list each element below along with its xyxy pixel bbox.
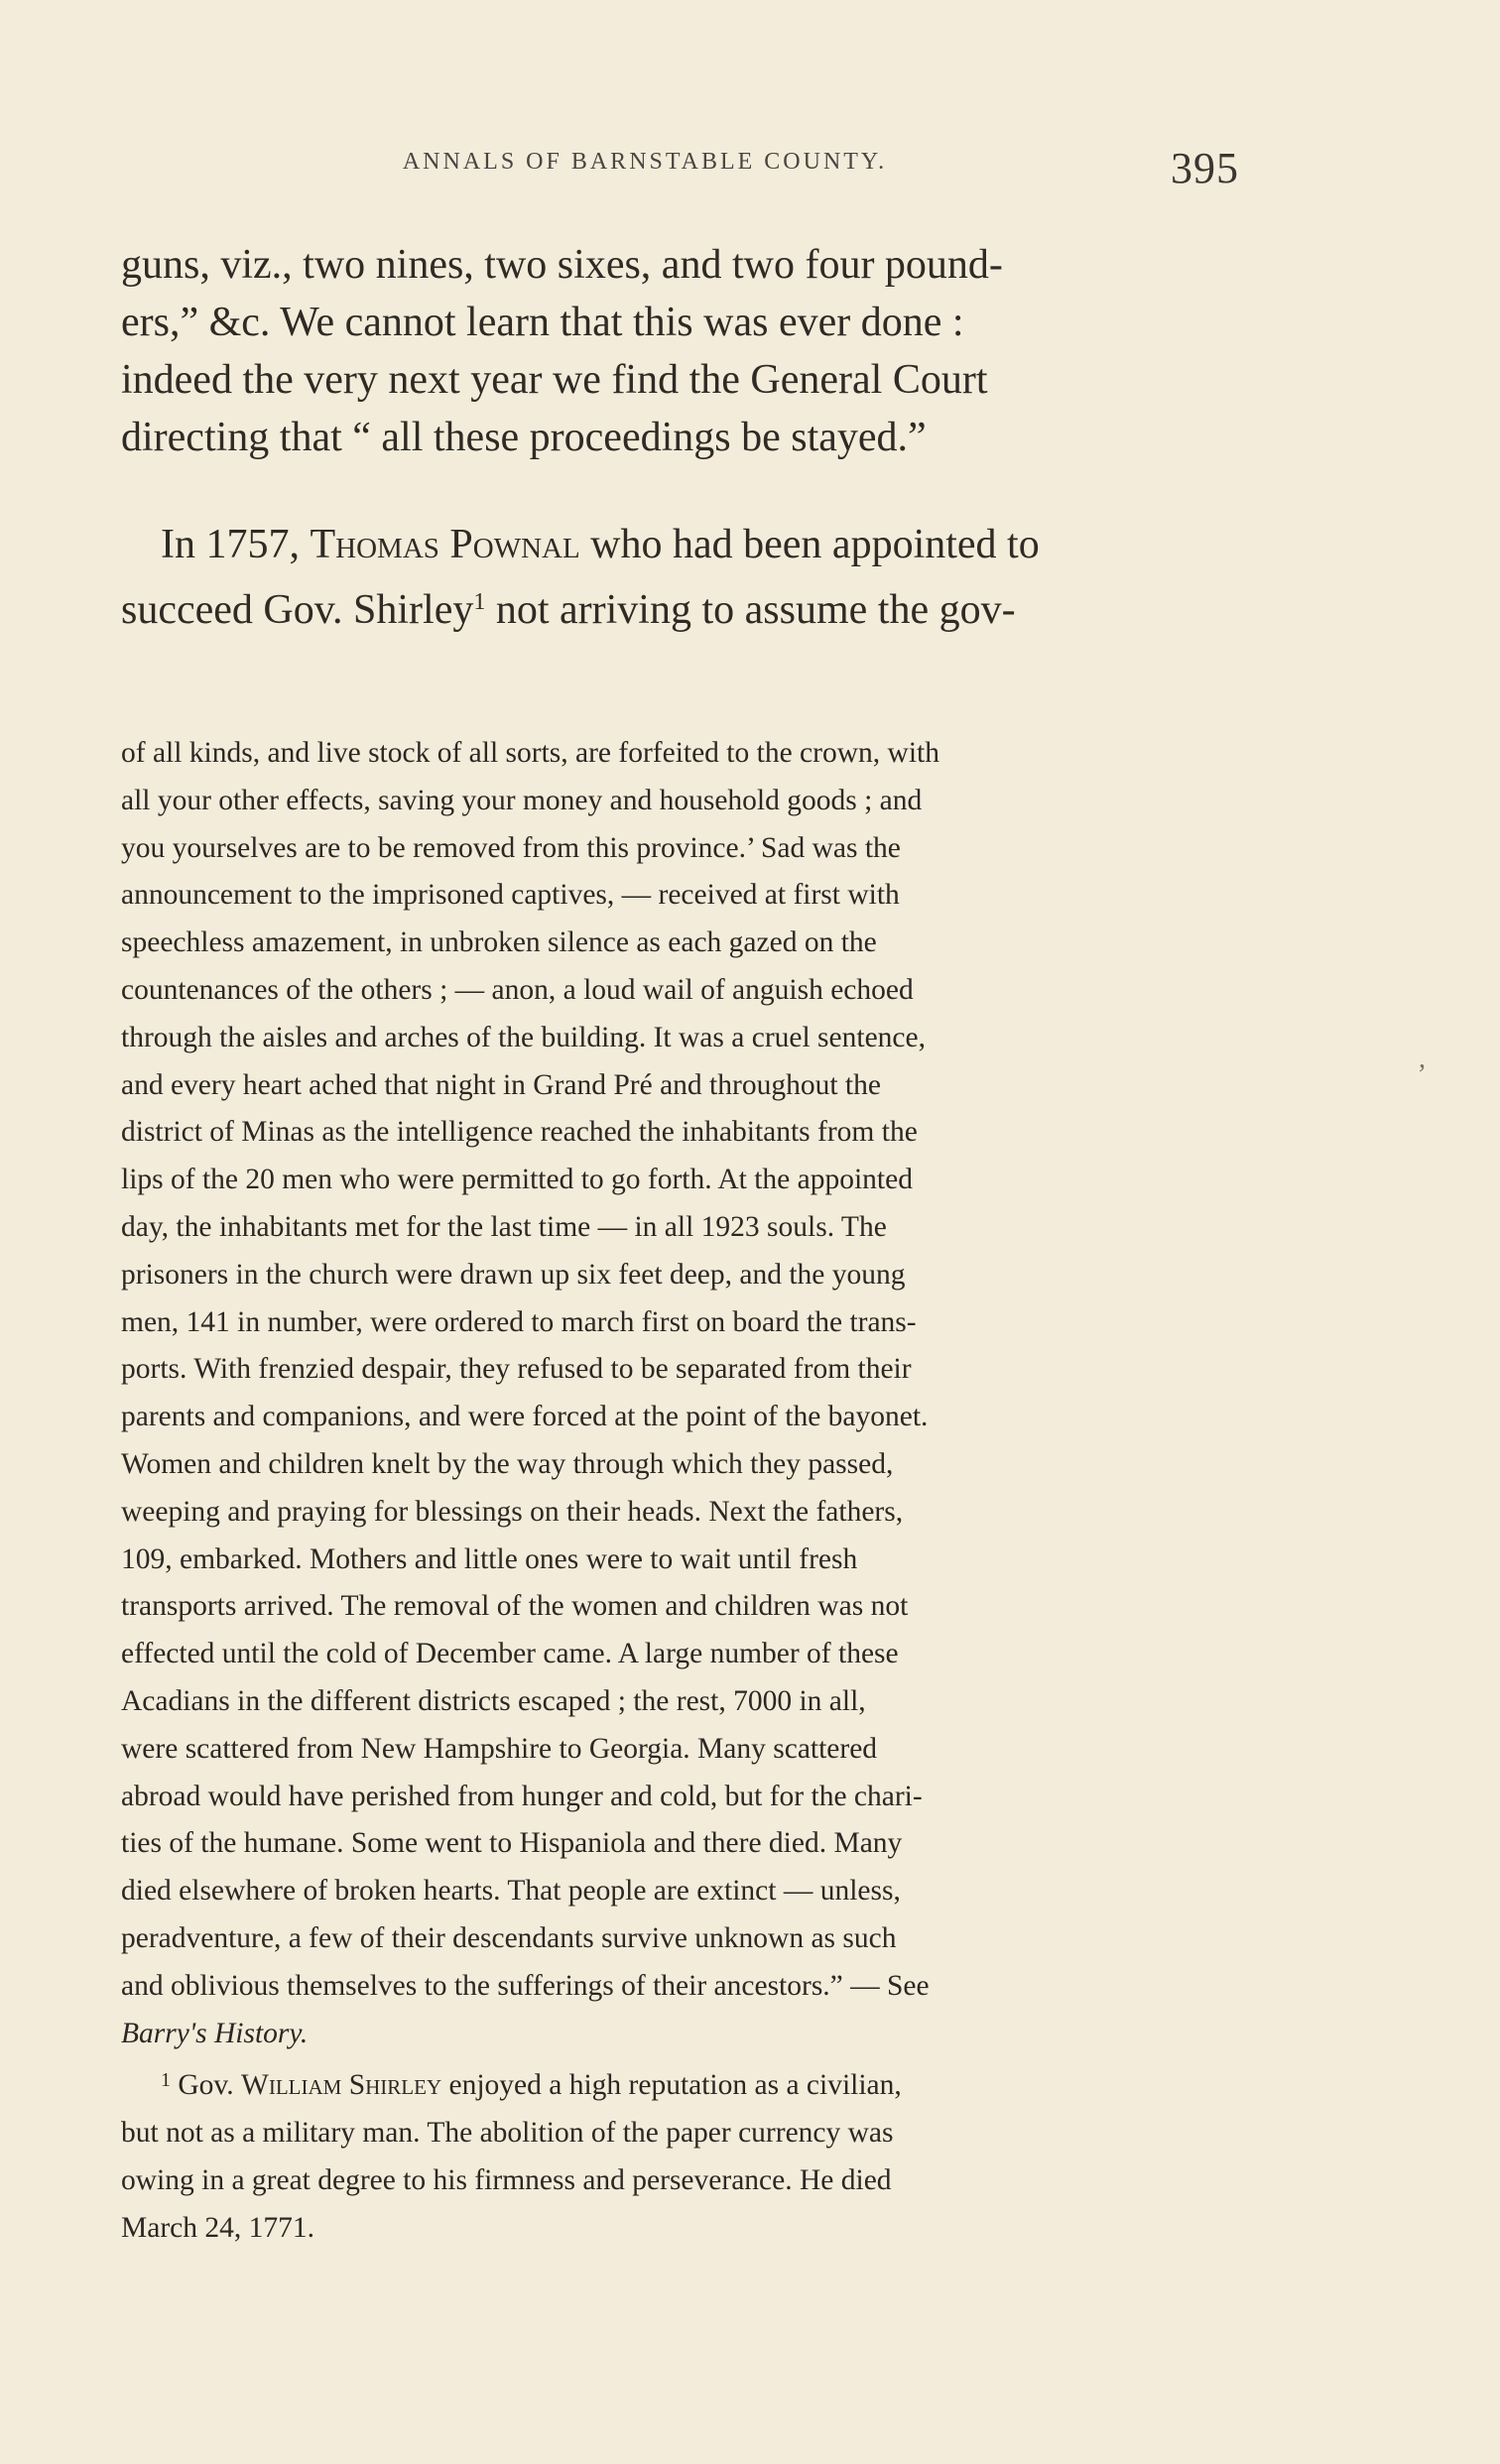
note-line: district of Minas as the intelligence reached the inhabitants from the [121, 1116, 918, 1149]
note-line: were scattered from New Hampshire to Georgia. Many scattered [121, 1732, 878, 1765]
page-number: 395 [1171, 144, 1239, 192]
person-name: Thomas Pownal [310, 522, 580, 567]
note-line: abroad would have perished from hunger and cold, but for the chari- [121, 1780, 923, 1812]
note-line: transports arrived. The removal of the women and children was not [121, 1590, 909, 1623]
note-line: Women and children knelt by the way through which they passed, [121, 1447, 894, 1480]
body-text-run: In 1757, [161, 522, 311, 567]
body-line: directing that “ all these proceedings be stayed.” [121, 415, 927, 460]
note-line: Acadians in the different districts escaped ; the rest, 7000 in all, [121, 1684, 866, 1717]
note-line: parents and companions, and were forced at the point of the bayonet. [121, 1401, 929, 1433]
source-citation [121, 2011, 1262, 2058]
body-line [121, 573, 1252, 639]
note-line: owing in a great degree to his firmness and perseverance. He died [121, 2163, 892, 2196]
note-line: ports. With frenzied despair, they refused to be separated from their [121, 1353, 912, 1386]
note-line: you yourselves are to be removed from this province.’ Sad was the [121, 831, 901, 864]
body-line [121, 516, 1252, 573]
note-line: and every heart ached that night in Grand Pré and throughout the [121, 1068, 881, 1101]
main-text [121, 236, 1252, 639]
note-line: died elsewhere of broken hearts. That people are extinct — unless, [121, 1875, 901, 1908]
note-line: weeping and praying for blessings on their heads. Next the fathers, [121, 1495, 904, 1528]
note-line: and oblivious themselves to the sufferings of their ancestors.” — See [121, 1969, 930, 2002]
note-line: lips of the 20 men who were permitted to go forth. At the appointed [121, 1164, 913, 1196]
note-line: men, 141 in number, were ordered to march first on board the trans- [121, 1305, 917, 1338]
note-line: prisoners in the church were drawn up six feet deep, and the young [121, 1258, 906, 1291]
note-line: ties of the humane. Some went to Hispaniola and there died. Many [121, 1827, 903, 1860]
body-line: ers,” &c. We cannot learn that this was ever done : [121, 300, 964, 345]
note-line: all your other effects, saving your money and household goods ; and [121, 784, 923, 816]
note-line: but not as a military man. The abolition of the paper currency was [121, 2117, 894, 2150]
note-line: countenances of the others ; — anon, a loud wail of anguish echoed [121, 973, 914, 1006]
body-text-run: not arriving to assume the gov- [485, 587, 1016, 633]
body-text-run: who had been appointed to [579, 522, 1040, 567]
note-line: effected until the cold of December came. A large number of these [121, 1638, 899, 1670]
person-name: William Shirley [241, 2069, 442, 2102]
footnote-1 [121, 2057, 1262, 2110]
footnote-marker: 1 [161, 2069, 171, 2092]
running-head: ANNALS OF BARNSTABLE COUNTY. [402, 149, 888, 175]
citation-title: Barry's History. [121, 2017, 309, 2049]
note-line: peradventure, a few of their descendants survive unknown as such [121, 1921, 897, 1954]
note-line: March 24, 1771. [121, 2211, 314, 2244]
note-line: announcement to the imprisoned captives, — received at first with [121, 879, 900, 912]
body-line: indeed the very next year we find the General Court [121, 357, 988, 403]
note-text-run: enjoyed a high reputation as a civilian, [441, 2069, 902, 2102]
note-line: speechless amazement, in unbroken silence as each gazed on the [121, 926, 877, 959]
body-line: guns, viz., two nines, two sixes, and two four pound- [121, 242, 1003, 288]
footnote-reference: 1 [473, 589, 486, 615]
note-line: 109, embarked. Mothers and little ones were to wait until fresh [121, 1542, 858, 1575]
note-line: through the aisles and arches of the building. It was a cruel sentence, [121, 1021, 926, 1053]
note-line: of all kinds, and live stock of all sorts, are forfeited to the crown, with [121, 737, 939, 769]
body-text-run: succeed Gov. Shirley [121, 587, 474, 633]
margin-mark: , [1419, 1044, 1426, 1074]
note-line: day, the inhabitants met for the last time — in all 1923 souls. The [121, 1210, 887, 1243]
footnotes [121, 730, 1262, 2253]
note-text-run: Gov. [178, 2069, 242, 2102]
